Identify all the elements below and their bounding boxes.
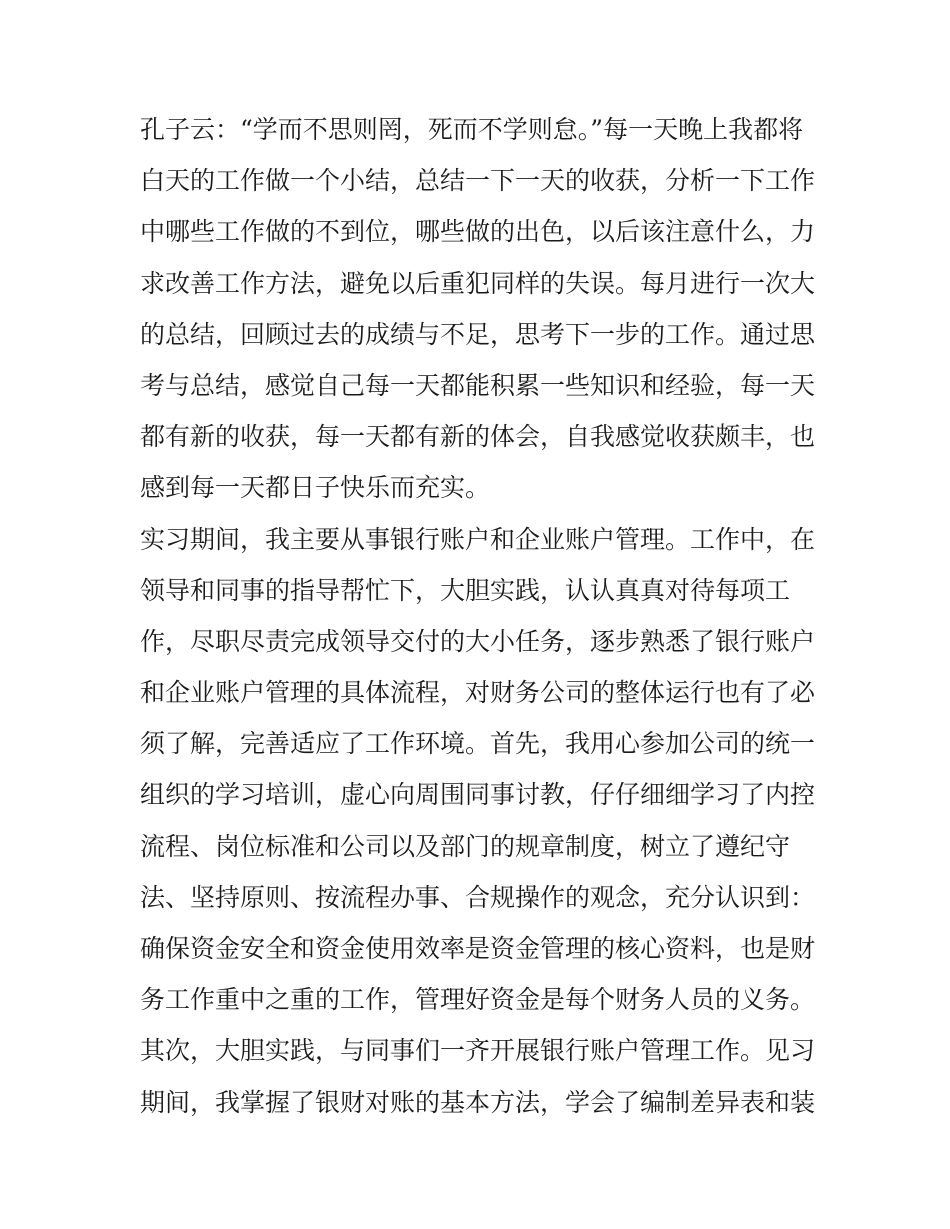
text-line: 流程、岗位标准和公司以及部门的规章制度，树立了遵纪守 xyxy=(140,831,791,861)
text-line: 领导和同事的指导帮忙下，大胆实践，认认真真对待每项工 xyxy=(140,575,791,605)
text-line: 作，尽职尽责完成领导交付的大小任务，逐步熟悉了银行账户 xyxy=(140,626,816,656)
text-line: 孔子云：“学而不思则罔，死而不学则怠。”每一天晚上我都将 xyxy=(140,115,804,144)
text-line: 组织的学习培训，虚心向周围同事讨教，仔仔细细学习了内控 xyxy=(140,780,816,810)
text-line: 的总结，回顾过去的成绩与不足，思考下一步的工作。通过思 xyxy=(140,319,816,349)
paragraph-2 xyxy=(140,514,820,1128)
text-line: 其次，大胆实践，与同事们一齐开展银行账户管理工作。见习 xyxy=(140,1036,816,1066)
text-line: 确保资金安全和资金使用效率是资金管理的核心资料，也是财 xyxy=(140,934,816,963)
text-line: 务工作重中之重的工作，管理好资金是每个财务人员的义务。 xyxy=(140,985,816,1015)
text-line: 白天的工作做一个小结，总结一下一天的收获，分析一下工作 xyxy=(140,166,816,196)
document-body xyxy=(140,104,820,1128)
text-line: 实习期间，我主要从事银行账户和企业账户管理。工作中，在 xyxy=(140,524,816,554)
text-line: 中哪些工作做的不到位，哪些做的出色，以后该注意什么，力 xyxy=(140,217,816,247)
text-line: 和企业账户管理的具体流程，对财务公司的整体运行也有了必 xyxy=(140,678,816,708)
paragraph-1 xyxy=(140,104,820,514)
text-line: 感到每一天都日子快乐而充实。 xyxy=(140,473,491,503)
text-line: 期间，我掌握了银财对账的基本方法，学会了编制差异表和装 xyxy=(140,1087,816,1117)
text-line: 法、坚持原则、按流程办事、合规操作的观念，充分认识到： xyxy=(140,882,816,912)
text-line: 须了解，完善适应了工作环境。首先，我用心参加公司的统一 xyxy=(140,729,816,759)
text-line: 求改善工作方法，避免以后重犯同样的失误。每月进行一次大 xyxy=(140,268,816,298)
text-line: 考与总结，感觉自己每一天都能积累一些知识和经验，每一天 xyxy=(140,370,816,400)
text-line: 都有新的收获，每一天都有新的体会，自我感觉收获颇丰，也 xyxy=(140,422,816,452)
